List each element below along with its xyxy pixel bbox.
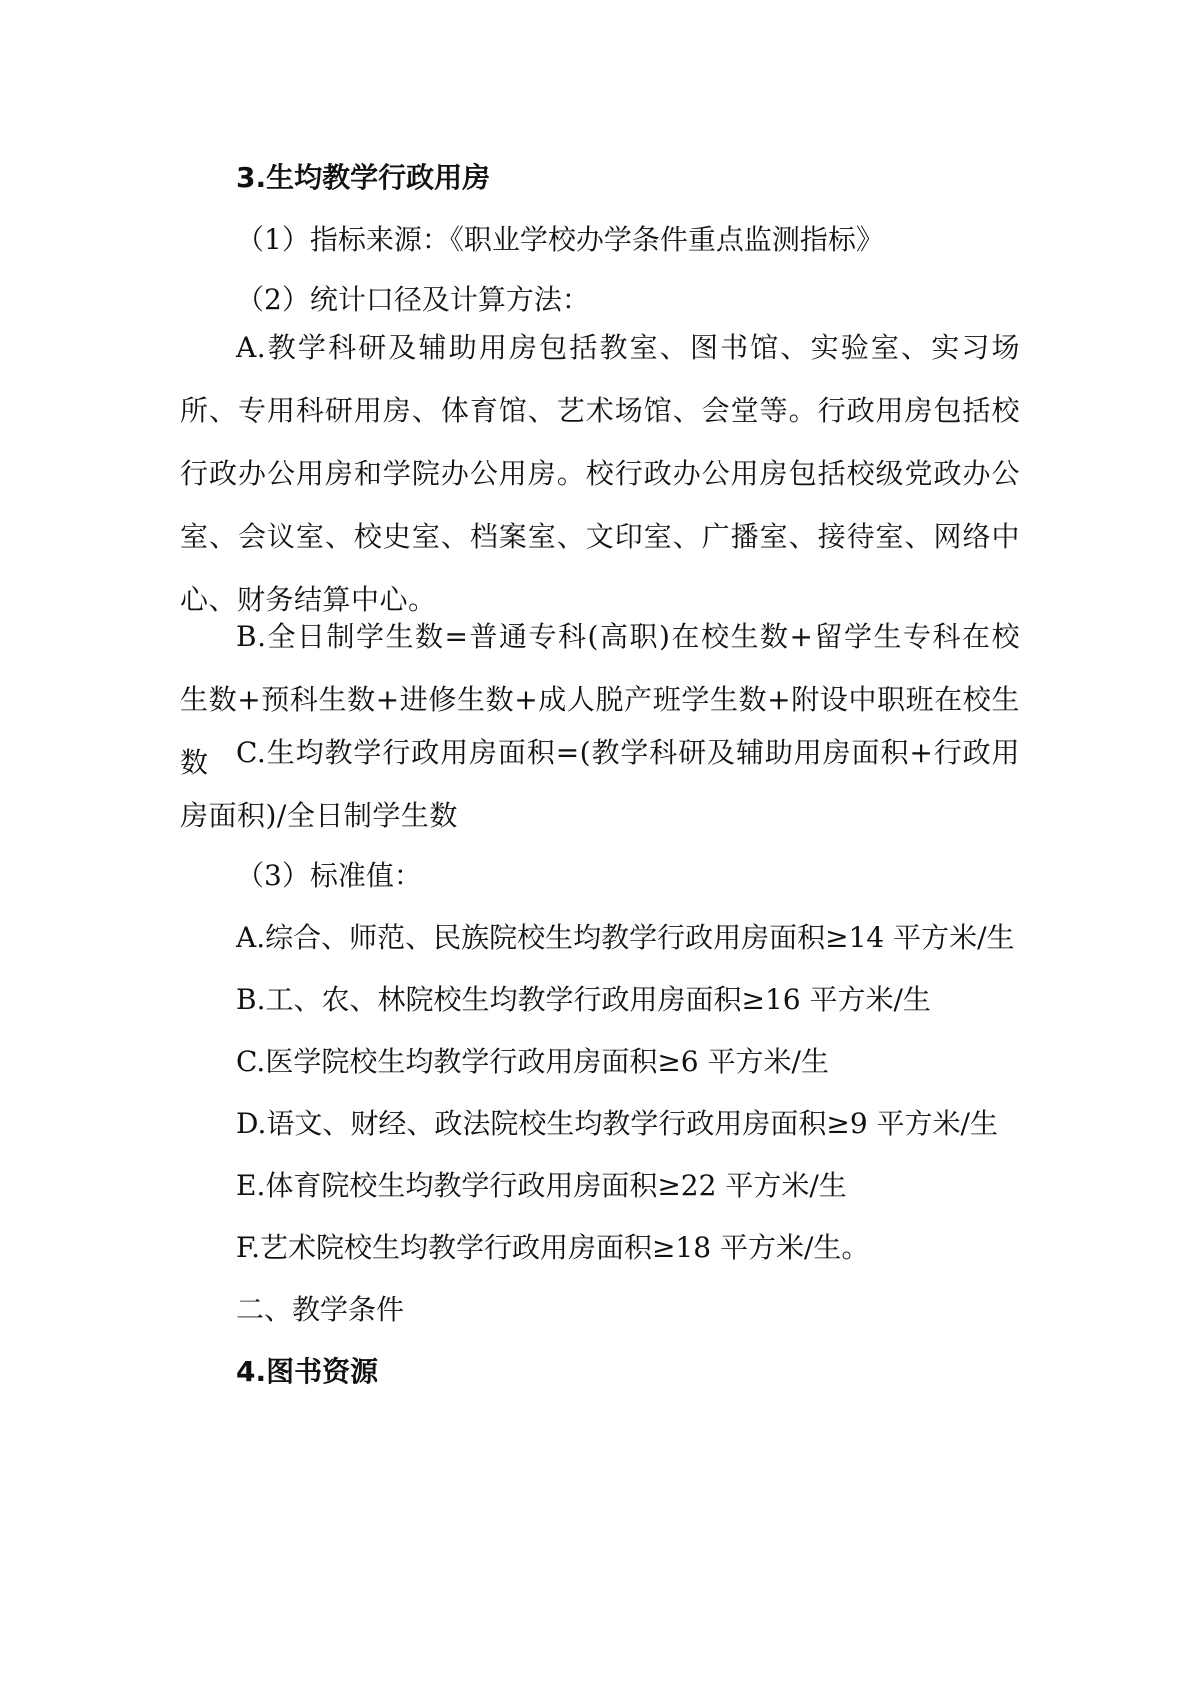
section-4-title: 4.图书资源 [236, 1355, 379, 1388]
method-label: （2）统计口径及计算方法： [236, 283, 590, 316]
standard-label: （3）标准值： [236, 859, 422, 892]
standard-item: C.医学院校生均教学行政用房面积≥6 平方米/生 [236, 1045, 829, 1078]
indicator-source: （1）指标来源：《职业学校办学条件重点监测指标》 [236, 223, 884, 256]
paragraph-c-formula: C.生均教学行政用房面积=(教学科研及辅助用房面积+行政用房面积)/全日制学生数 [180, 736, 1020, 832]
section-3-title: 3.生均教学行政用房 [236, 161, 491, 194]
standard-item: E.体育院校生均教学行政用房面积≥22 平方米/生 [236, 1169, 847, 1202]
paragraph-a-definitions: A.教学科研及辅助用房包括教室、图书馆、实验室、实习场所、专用科研用房、体育馆、艺术场馆、会堂等。行政用房包括校行政办公用房和学院办公用房。校行政办公用房包括校级党政办公室、会议室、校史室、档案室、文印室、广播室、接待室、网络中心、财务结算中心。 [180, 331, 1020, 616]
part-2-title: 二、教学条件 [236, 1293, 405, 1326]
paragraph-b-student-count: B.全日制学生数=普通专科(高职)在校生数+留学生专科在校生数+预科生数+进修生数+成人脱产班学生数+附设中职班在校生数 [180, 620, 1020, 779]
standard-item: B.工、农、林院校生均教学行政用房面积≥16 平方米/生 [236, 983, 931, 1016]
standard-item: D.语文、财经、政法院校生均教学行政用房面积≥9 平方米/生 [236, 1107, 998, 1140]
standard-item: A.综合、师范、民族院校生均教学行政用房面积≥14 平方米/生 [236, 921, 1015, 954]
standard-item: F.艺术院校生均教学行政用房面积≥18 平方米/生。 [236, 1231, 870, 1264]
